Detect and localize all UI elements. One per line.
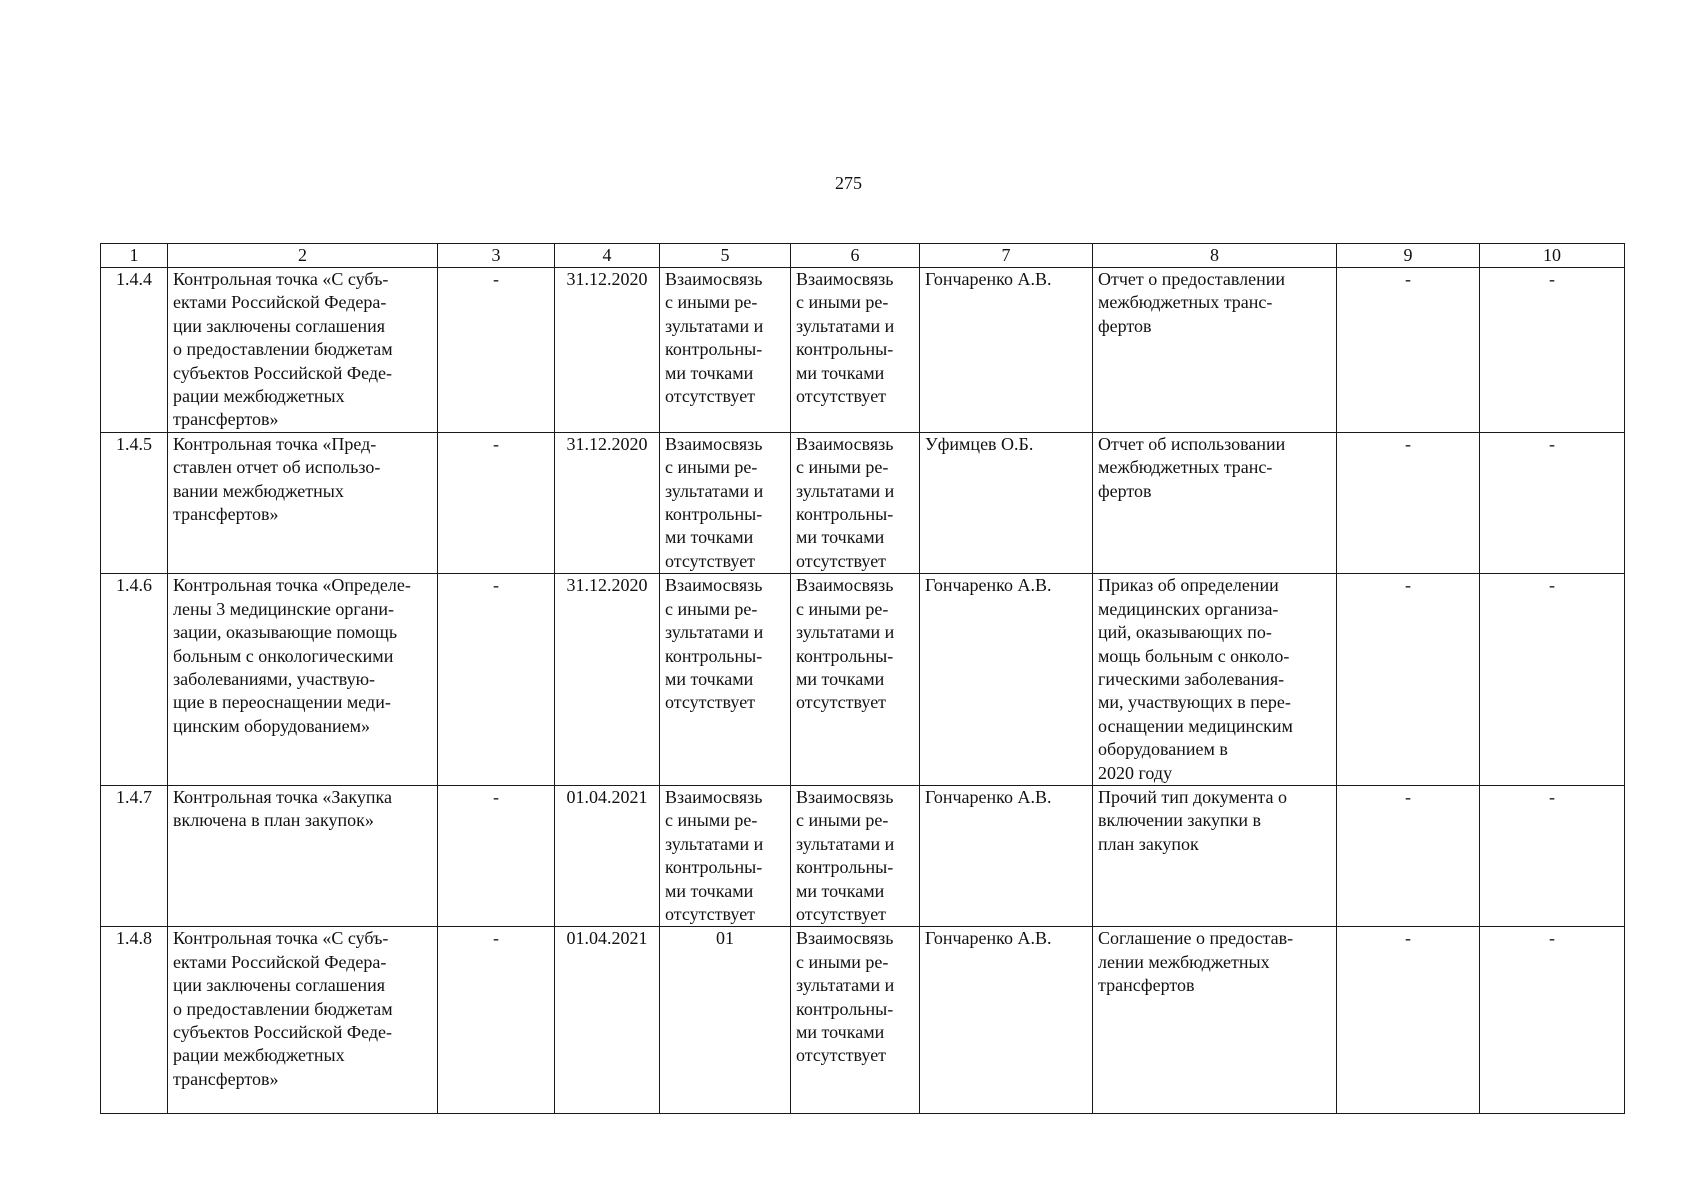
control-point-description-line: рации межбюджетных (173, 386, 345, 407)
relation-results-line: с иными ре- (665, 810, 758, 831)
relation-control-points (791, 927, 920, 1114)
control-point-description-line: трансфертов» (173, 504, 279, 525)
relation-control-points-line: ми точками (796, 880, 885, 901)
control-point-description (168, 785, 438, 926)
row-number: 1.4.4 (101, 268, 168, 433)
relation-results-line: зультатами и (665, 622, 764, 643)
confirming-document-line: 2020 году (1098, 762, 1173, 783)
relation-results-line: зультатами и (665, 315, 764, 336)
row-number: 1.4.8 (101, 927, 168, 1114)
relation-results-line: отсутствует (665, 692, 756, 713)
relation-results-line: контрольны- (665, 339, 763, 360)
control-point-description-line: Контрольная точка «С субъ- (173, 928, 389, 949)
control-point-description (168, 574, 438, 786)
control-point-description-line: заболеваниями, участвую- (173, 668, 376, 689)
confirming-document-line: мощь больным с онколо- (1098, 645, 1290, 666)
relation-results-line: с иными ре- (665, 598, 758, 619)
relation-control-points-line: с иными ре- (796, 951, 889, 972)
relation-control-points-line: с иными ре- (796, 457, 889, 478)
control-point-description-line: цинским оборудованием» (173, 715, 370, 736)
relation-results-line: зультатами и (665, 833, 764, 854)
control-point-description-line: трансфертов» (173, 409, 279, 430)
relation-control-points-line: с иными ре- (796, 810, 889, 831)
relation-control-points-line: ми точками (796, 362, 885, 383)
control-point-description (168, 927, 438, 1114)
control-point-description-line: больным с онкологическими (173, 645, 394, 666)
confirming-document-line: ми, участвующих в пере- (1098, 692, 1291, 713)
column-3-value: - (438, 785, 555, 926)
relation-results-line: Взаимосвязь (665, 575, 763, 596)
confirming-document-line: оснащении медицинским (1098, 715, 1293, 736)
control-point-description-line: ции заключены соглашения (173, 975, 386, 996)
column-9-value: - (1337, 268, 1480, 433)
relation-results (660, 785, 791, 926)
deadline-date: 01.04.2021 (555, 927, 660, 1114)
responsible-person: Уфимцев О.Б. (920, 432, 1093, 573)
column-header: 5 (660, 244, 791, 268)
relation-control-points-line: отсутствует (796, 550, 887, 571)
relation-results-line: отсутствует (665, 550, 756, 571)
column-9-value: - (1337, 432, 1480, 573)
control-point-description-line: Контрольная точка «Пред- (173, 433, 377, 454)
deadline-date: 31.12.2020 (555, 268, 660, 433)
confirming-document-line: ций, оказывающих по- (1098, 622, 1272, 643)
relation-results-line: отсутствует (665, 386, 756, 407)
control-point-description (168, 268, 438, 433)
relation-results-line: с иными ре- (665, 292, 758, 313)
column-10-value: - (1480, 574, 1625, 786)
confirming-document-line: Соглашение о предостав- (1098, 928, 1294, 949)
confirming-document-line: медицинских организа- (1098, 598, 1279, 619)
control-point-description-line: ектами Российской Федера- (173, 951, 387, 972)
relation-results-line: контрольны- (665, 645, 763, 666)
control-point-description-line: щие в переоснащении меди- (173, 692, 391, 713)
control-point-description-line: о предоставлении бюджетам (173, 998, 393, 1019)
column-3-value: - (438, 927, 555, 1114)
column-10-value: - (1480, 268, 1625, 433)
relation-control-points-line: Взаимосвязь (796, 786, 894, 807)
relation-control-points-line: зультатами и (796, 315, 895, 336)
relation-control-points-line: отсутствует (796, 386, 887, 407)
relation-results-line: Взаимосвязь (665, 269, 763, 289)
relation-control-points-line: ми точками (796, 527, 885, 548)
confirming-document (1093, 432, 1337, 573)
confirming-document-line: оборудованием в (1098, 739, 1228, 760)
confirming-document-line: Отчет об использовании (1098, 433, 1286, 454)
relation-control-points-line: Взаимосвязь (796, 928, 894, 949)
confirming-document (1093, 785, 1337, 926)
column-header: 9 (1337, 244, 1480, 268)
control-point-description-line: лены 3 медицинские органи- (173, 598, 395, 619)
row-number: 1.4.6 (101, 574, 168, 786)
relation-results-line: ми точками (665, 362, 754, 383)
relation-control-points-line: зультатами и (796, 833, 895, 854)
confirming-document-line: фертов (1098, 315, 1152, 336)
relation-results (660, 432, 791, 573)
confirming-document-line: Приказ об определении (1098, 575, 1279, 596)
column-header: 3 (438, 244, 555, 268)
confirming-document (1093, 574, 1337, 786)
confirming-document-line: межбюджетных транс- (1098, 292, 1273, 313)
relation-results (660, 574, 791, 786)
relation-control-points-line: зультатами и (796, 480, 895, 501)
deadline-date: 31.12.2020 (555, 432, 660, 573)
control-point-description-line: субъектов Российской Феде- (173, 1022, 392, 1042)
control-point-description-line: Контрольная точка «С субъ- (173, 269, 389, 289)
relation-control-points-line: зультатами и (796, 622, 895, 643)
relation-results-line: ми точками (665, 880, 754, 901)
responsible-person: Гончаренко А.В. (920, 927, 1093, 1114)
table-body (101, 268, 1625, 1114)
relation-results-line: с иными ре- (665, 457, 758, 478)
control-point-description-line: ставлен отчет об использо- (173, 457, 381, 478)
confirming-document-line: межбюджетных транс- (1098, 457, 1273, 478)
relation-control-points-line: с иными ре- (796, 292, 889, 313)
confirming-document-line: гическими заболевания- (1098, 668, 1285, 689)
confirming-document (1093, 927, 1337, 1114)
control-point-description-line: трансфертов» (173, 1068, 279, 1089)
page-number: 275 (835, 173, 862, 193)
confirming-document-line: включении закупки в (1098, 810, 1262, 831)
control-point-description-line: рации межбюджетных (173, 1045, 345, 1066)
relation-control-points (791, 432, 920, 573)
relation-control-points-line: контрольны- (796, 339, 894, 360)
control-point-description-line: Контрольная точка «Определе- (173, 575, 411, 596)
relation-control-points-line: контрольны- (796, 998, 894, 1019)
relation-results-line: Взаимосвязь (665, 786, 763, 807)
control-point-description-line: ектами Российской Федера- (173, 292, 387, 313)
relation-control-points-line: ми точками (796, 668, 885, 689)
confirming-document-line: Отчет о предоставлении (1098, 269, 1285, 289)
relation-control-points (791, 574, 920, 786)
control-point-description-line: Контрольная точка «Закупка (173, 786, 392, 807)
column-9-value: - (1337, 927, 1480, 1114)
column-header: 4 (555, 244, 660, 268)
responsible-person: Гончаренко А.В. (920, 574, 1093, 786)
relation-results-line: контрольны- (665, 857, 763, 878)
relation-control-points-line: контрольны- (796, 504, 894, 525)
relation-results-line: Взаимосвязь (665, 433, 763, 454)
control-point-description (168, 432, 438, 573)
relation-control-points-line: контрольны- (796, 645, 894, 666)
column-9-value: - (1337, 785, 1480, 926)
row-number: 1.4.5 (101, 432, 168, 573)
control-point-description-line: вании межбюджетных (173, 480, 344, 501)
confirming-document-line: фертов (1098, 480, 1152, 501)
relation-results-line: зультатами и (665, 480, 764, 501)
responsible-person: Гончаренко А.В. (920, 785, 1093, 926)
control-point-description-line: субъектов Российской Феде- (173, 362, 392, 383)
relation-control-points-line: Взаимосвязь (796, 269, 894, 289)
relation-control-points-line: с иными ре- (796, 598, 889, 619)
relation-control-points-line: отсутствует (796, 903, 887, 924)
confirming-document (1093, 268, 1337, 433)
control-points-table (100, 243, 1625, 1114)
relation-control-points-line: Взаимосвязь (796, 575, 894, 596)
table-row (101, 927, 1625, 1114)
relation-results-line: ми точками (665, 527, 754, 548)
relation-control-points-line: Взаимосвязь (796, 433, 894, 454)
column-10-value: - (1480, 785, 1625, 926)
relation-results (660, 268, 791, 433)
column-header: 10 (1480, 244, 1625, 268)
control-point-description-line: включена в план закупок» (173, 810, 374, 831)
column-3-value: - (438, 268, 555, 433)
control-point-description-line: ции заключены соглашения (173, 315, 386, 336)
table-row (101, 268, 1625, 433)
relation-control-points (791, 785, 920, 926)
relation-results (660, 927, 791, 1114)
column-header: 8 (1093, 244, 1337, 268)
relation-control-points-line: зультатами и (796, 975, 895, 996)
relation-control-points-line: контрольны- (796, 857, 894, 878)
relation-control-points-line: отсутствует (796, 1045, 887, 1066)
table-row (101, 432, 1625, 573)
column-10-value: - (1480, 927, 1625, 1114)
column-header: 2 (168, 244, 438, 268)
control-point-description-line: зации, оказывающие помощь (173, 622, 398, 643)
confirming-document-line: Прочий тип документа о (1098, 786, 1287, 807)
responsible-person: Гончаренко А.В. (920, 268, 1093, 433)
relation-results-line: 01 (716, 928, 734, 949)
column-header: 1 (101, 244, 168, 268)
relation-control-points (791, 268, 920, 433)
relation-control-points-line: ми точками (796, 1022, 885, 1042)
table-row (101, 785, 1625, 926)
column-10-value: - (1480, 432, 1625, 573)
deadline-date: 01.04.2021 (555, 785, 660, 926)
column-header: 7 (920, 244, 1093, 268)
confirming-document-line: трансфертов (1098, 975, 1195, 996)
column-9-value: - (1337, 574, 1480, 786)
deadline-date: 31.12.2020 (555, 574, 660, 786)
column-3-value: - (438, 432, 555, 573)
relation-results-line: ми точками (665, 668, 754, 689)
table-row (101, 574, 1625, 786)
relation-control-points-line: отсутствует (796, 692, 887, 713)
control-point-description-line: о предоставлении бюджетам (173, 339, 393, 360)
row-number: 1.4.7 (101, 785, 168, 926)
column-3-value: - (438, 574, 555, 786)
column-number-row (101, 244, 1625, 268)
confirming-document-line: лении межбюджетных (1098, 951, 1270, 972)
column-header: 6 (791, 244, 920, 268)
relation-results-line: контрольны- (665, 504, 763, 525)
relation-results-line: отсутствует (665, 903, 756, 924)
confirming-document-line: план закупок (1098, 833, 1199, 854)
